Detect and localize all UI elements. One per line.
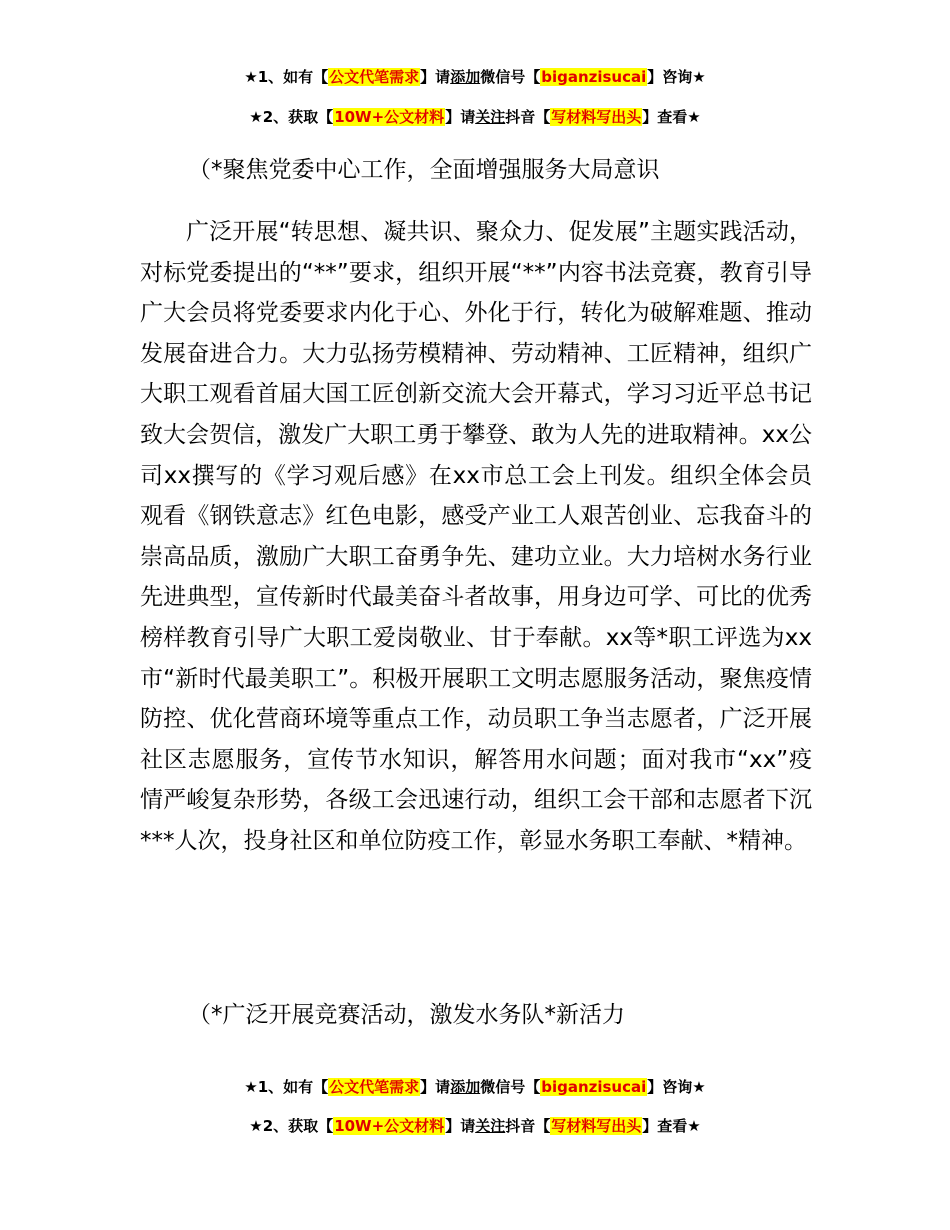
- ad-suffix: 】咨询★: [647, 1078, 706, 1096]
- ad-highlight-service: 公文代笔需求: [329, 1078, 420, 1096]
- ad-suffix: 】咨询★: [647, 68, 706, 86]
- ad-text: 微信号【: [480, 1078, 541, 1096]
- ad-highlight-douyin-id: 写材料写出头: [551, 108, 642, 126]
- section-heading-2: （*广泛开展竞赛活动，激发水务队*新活力: [188, 1002, 625, 1028]
- ad-prefix: ★1、如有【: [244, 1078, 329, 1096]
- ad-suffix: 】查看★: [642, 108, 701, 126]
- ad-highlight-materials: 10W+公文材料: [334, 1117, 445, 1135]
- ad-emphasis-follow: 关注: [475, 108, 506, 126]
- ad-text: 】请: [420, 1078, 451, 1096]
- ad-highlight-wechat-id: biganzisucai: [541, 1078, 647, 1096]
- ad-prefix: ★2、获取【: [249, 108, 334, 126]
- ad-highlight-service: 公文代笔需求: [329, 68, 420, 86]
- ad-prefix: ★1、如有【: [244, 68, 329, 86]
- ad-highlight-materials: 10W+公文材料: [334, 108, 445, 126]
- ad-text: 】请: [445, 1117, 476, 1135]
- ad-emphasis-add: 添加: [450, 1078, 481, 1096]
- body-paragraph-1: 广泛开展“转思想、凝共识、聚众力、促发展”主题实践活动，对标党委提出的“**”要求，组织开展“**”内容书法竞赛，教育引导广大会员将党委要求内化于心、外化于行，转化为破解难题、推动发展奋进合力。大力弘扬劳模精神、劳动精神、工匠精神，组织广大职工观看首届大国工匠创新交流大会开幕式，学习习近平总书记致大会贺信，激发广大职工勇于攀登、敢为人先的进取精神。xx公司xx撰写的《学习观后感》在xx市总工会上刊发。组织全体会员观看《钢铁意志》红色电影，感受产业工人艰苦创业、忘我奋斗的崇高品质，激励广大职工奋勇争先、建功立业。大力培树水务行业先进典型，宣传新时代最美奋斗者故事，用身边可学、可比的优秀榜样教育引导广大职工爱岗敬业、甘于奉献。xx等*职工评选为xx市“新时代最美职工”。积极开展职工文明志愿服务活动，聚焦疫情防控、优化营商环境等重点工作，动员职工争当志愿者，广泛开展社区志愿服务，宣传节水知识，解答用水问题；面对我市“xx”疫情严峻复杂形势，各级工会迅速行动，组织工会干部和志愿者下沉***人次，投身社区和单位防疫工作，彰显水务职工奉献、*精神。: [140, 219, 812, 854]
- ad-text: 】请: [420, 68, 451, 86]
- ad-highlight-douyin-id: 写材料写出头: [551, 1117, 642, 1135]
- footer-ad-line-2: [0, 1115, 950, 1137]
- ad-emphasis-follow: 关注: [475, 1117, 506, 1135]
- ad-emphasis-add: 添加: [450, 68, 481, 86]
- ad-highlight-wechat-id: biganzisucai: [541, 68, 647, 86]
- header-ad-line-2: [0, 106, 950, 128]
- section-heading-1: （*聚焦党委中心工作，全面增强服务大局意识: [188, 157, 660, 183]
- ad-text: 抖音【: [505, 108, 551, 126]
- header-ad-line-1: [0, 66, 950, 88]
- ad-text: 抖音【: [505, 1117, 551, 1135]
- ad-suffix: 】查看★: [642, 1117, 701, 1135]
- footer-ad-line-1: [0, 1076, 950, 1098]
- ad-prefix: ★2、获取【: [249, 1117, 334, 1135]
- ad-text: 微信号【: [480, 68, 541, 86]
- ad-text: 】请: [445, 108, 476, 126]
